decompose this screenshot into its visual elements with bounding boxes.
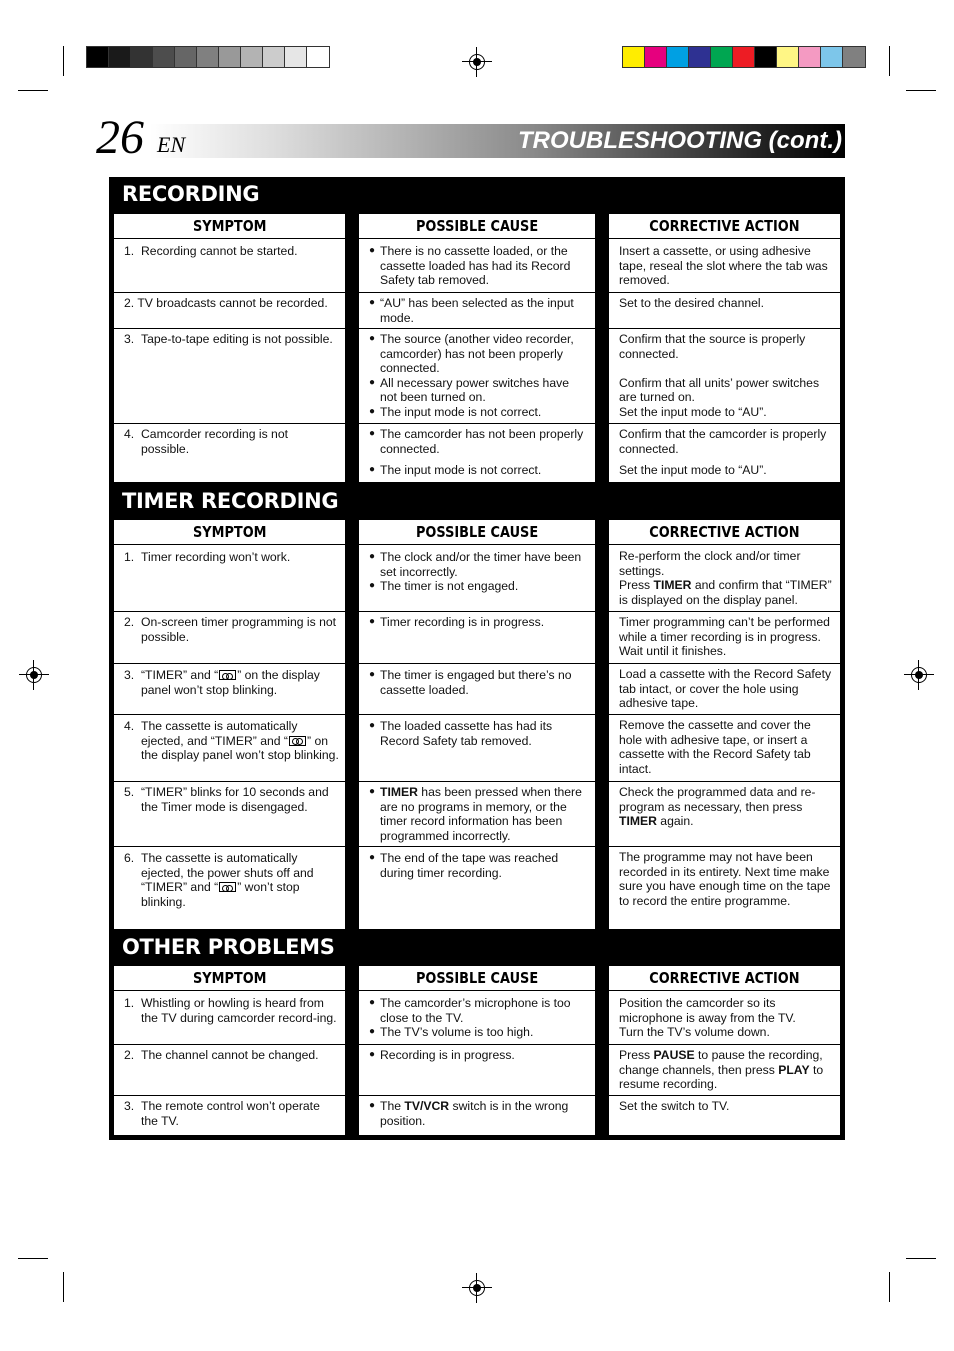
cause-text: ● The camcorder’s microphone is too close to the TV. ● The TV’s volume is too high. — [369, 996, 589, 1040]
table-row — [609, 328, 840, 329]
action-text: Timer programming can’t be performed while a timer recording is in progress. Wait until it finishes. — [619, 615, 830, 659]
table-row — [359, 846, 595, 847]
color-calibration-bar — [622, 46, 866, 68]
section-title-timer-recording: TIMER RECORDING — [122, 489, 339, 513]
table-row — [114, 781, 345, 782]
table-row — [609, 781, 840, 782]
action-text: Set the switch to TV. — [619, 1099, 730, 1113]
registration-mark-icon — [466, 51, 488, 73]
table-row — [114, 611, 345, 612]
gray-swatch — [153, 47, 175, 67]
column-header-symptom: SYMPTOM — [114, 214, 345, 239]
cassette-icon — [219, 670, 236, 680]
symptom-text: 3. Tape-to-tape editing is not possible. — [124, 332, 333, 346]
table-row — [114, 846, 345, 847]
page-title: TROUBLESHOOTING (cont.) — [518, 127, 842, 154]
crop-mark — [18, 90, 48, 91]
symptom-text: 1. Whistling or howling is heard from the TV during camcorder record-ing. — [124, 996, 337, 1025]
crop-mark — [906, 1258, 936, 1259]
color-swatch — [711, 47, 733, 67]
table-row — [359, 1044, 595, 1045]
gray-swatch — [131, 47, 153, 67]
cause-text: ● The timer is engaged but there’s no cassette loaded. — [369, 668, 589, 697]
table-row — [359, 423, 595, 424]
column-header-symptom: SYMPTOM — [114, 520, 345, 545]
cause-text: ● The clock and/or the timer have been set incorrectly. ● The timer is not engaged. — [369, 550, 589, 594]
table-row — [609, 714, 840, 715]
page-number: 26 — [96, 111, 144, 164]
table-row — [359, 781, 595, 782]
table-row — [359, 611, 595, 612]
page-language: EN — [157, 132, 186, 157]
gray-swatch — [175, 47, 197, 67]
crop-mark — [906, 90, 936, 91]
color-swatch — [777, 47, 799, 67]
recording-action-column — [609, 214, 840, 482]
registration-mark-icon — [908, 664, 930, 686]
registration-mark-icon — [466, 1277, 488, 1299]
color-swatch — [821, 47, 843, 67]
other-symptom-column — [114, 966, 345, 1135]
other-action-column — [609, 966, 840, 1135]
color-swatch — [799, 47, 821, 67]
section-title-other-problems: OTHER PROBLEMS — [122, 935, 335, 959]
table-row — [114, 1095, 345, 1096]
symptom-text: 2. On-screen timer programming is not possible. — [124, 615, 337, 644]
gray-swatch — [263, 47, 285, 67]
crop-mark — [63, 46, 64, 76]
cause-text: ● There is no cassette loaded, or the cassette loaded has had its Record Safety tab removed. — [369, 244, 589, 288]
crop-mark — [63, 1272, 64, 1302]
color-swatch — [733, 47, 755, 67]
cause-text: ● The source (another video recorder, camcorder) has not been properly connected. ● All necessary power switches have not been turned on. ● The input mode is not correct. — [369, 332, 589, 420]
cassette-icon — [219, 882, 236, 892]
table-row — [609, 292, 840, 293]
action-text: Remove the cassette and cover the hole with adhesive tape, or insert a cassette with the Record Safety tab intact. — [619, 718, 811, 776]
grayscale-calibration-bar — [86, 46, 330, 68]
color-swatch — [667, 47, 689, 67]
action-text: Re-perform the clock and/or timer settings. Press TIMER and confirm that “TIMER” is displayed on the display panel. — [619, 549, 832, 607]
table-row — [609, 423, 840, 424]
symptom-text: 5. “TIMER” blinks for 10 seconds and the Timer mode is disengaged. — [124, 785, 329, 814]
crop-mark — [889, 1272, 890, 1302]
timer-symptom-column — [114, 520, 345, 929]
gray-swatch — [109, 47, 131, 67]
table-row — [359, 328, 595, 329]
recording-symptom-column — [114, 214, 345, 482]
color-swatch — [843, 47, 865, 67]
section-title-recording: RECORDING — [122, 182, 260, 206]
action-text: Check the programmed data and re-program as necessary, then press TIMER again. — [619, 785, 816, 829]
action-text: Confirm that the camcorder is properly connected. Set the input mode to “AU”. — [619, 427, 827, 478]
other-cause-column — [359, 966, 595, 1135]
action-text: Position the camcorder so its microphone is away from the TV. Turn the TV’s volume down. — [619, 996, 796, 1040]
gray-swatch — [241, 47, 263, 67]
color-swatch — [689, 47, 711, 67]
action-text: Load a cassette with the Record Safety tab intact, or cover the hole using adhesive tape. — [619, 667, 832, 711]
cause-text: ● Recording is in progress. — [369, 1048, 589, 1063]
cause-text: ● The TV/VCR switch is in the wrong position. — [369, 1099, 589, 1128]
cause-text: ● TIMER has been pressed when there are no programs in memory, or the timer record information has been programmed incorrectly. — [369, 785, 589, 843]
symptom-text: 3. “TIMER” and “ ” on the display panel won’t stop blinking. — [124, 668, 320, 697]
action-text: Insert a cassette, or using adhesive tape, reseal the slot where the tab was removed. — [619, 244, 828, 288]
cassette-icon — [289, 736, 306, 746]
symptom-text: 1. Recording cannot be started. — [124, 244, 298, 258]
symptom-text: 4. The cassette is automatically ejected, and “TIMER” and “ ” on the display panel won’t stop blinking. — [124, 719, 339, 763]
column-header-cause: POSSIBLE CAUSE — [359, 520, 595, 545]
table-row — [609, 1095, 840, 1096]
gray-swatch — [285, 47, 307, 67]
table-row — [359, 663, 595, 664]
cause-text: ● “AU” has been selected as the input mode. — [369, 296, 589, 325]
cause-text: ● The camcorder has not been properly connected. ● The input mode is not correct. — [369, 427, 589, 478]
gray-swatch — [87, 47, 109, 67]
table-row — [114, 663, 345, 664]
symptom-text: 3. The remote control won’t operate the TV. — [124, 1099, 320, 1128]
gray-swatch — [219, 47, 241, 67]
table-row — [609, 663, 840, 664]
table-row — [114, 714, 345, 715]
table-row — [609, 611, 840, 612]
table-row — [114, 292, 345, 293]
symptom-text: 2. The channel cannot be changed. — [124, 1048, 319, 1062]
color-swatch — [755, 47, 777, 67]
color-swatch — [645, 47, 667, 67]
table-row — [609, 846, 840, 847]
table-row — [359, 292, 595, 293]
timer-action-column — [609, 520, 840, 929]
symptom-text: 2. TV broadcasts cannot be recorded. — [124, 296, 328, 310]
table-row — [114, 423, 345, 424]
column-header-action: CORRECTIVE ACTION — [609, 214, 840, 239]
cause-text: ● The end of the tape was reached during timer recording. — [369, 851, 589, 880]
table-row — [359, 714, 595, 715]
gray-swatch — [197, 47, 219, 67]
symptom-text: 4. Camcorder recording is not possible. — [124, 427, 288, 456]
table-row — [114, 328, 345, 329]
column-header-cause: POSSIBLE CAUSE — [359, 966, 595, 991]
action-text: Confirm that the source is properly connected. Confirm that all units’ power switches are turned on. Set the input mode to “AU”. — [619, 332, 820, 419]
registration-mark-icon — [23, 664, 45, 686]
action-text: Press PAUSE to pause the recording, change channels, then press PLAY to resume recording. — [619, 1048, 824, 1092]
column-header-action: CORRECTIVE ACTION — [609, 520, 840, 545]
crop-mark — [889, 46, 890, 76]
action-text: The programme may not have been recorded in its entirety. Next time make sure you have enough time on the tape to record the entire programme. — [619, 850, 831, 908]
cause-text: ● Timer recording is in progress. — [369, 615, 589, 630]
column-header-cause: POSSIBLE CAUSE — [359, 214, 595, 239]
symptom-text: 1. Timer recording won’t work. — [124, 550, 291, 564]
cause-text: ● The loaded cassette has had its Record Safety tab removed. — [369, 719, 589, 748]
action-text: Set to the desired channel. — [619, 296, 764, 310]
column-header-symptom: SYMPTOM — [114, 966, 345, 991]
gray-swatch — [307, 47, 329, 67]
timer-cause-column — [359, 520, 595, 929]
crop-mark — [18, 1258, 48, 1259]
color-swatch — [623, 47, 645, 67]
column-header-action: CORRECTIVE ACTION — [609, 966, 840, 991]
recording-cause-column — [359, 214, 595, 482]
table-row — [609, 1044, 840, 1045]
table-row — [359, 1095, 595, 1096]
table-row — [114, 1044, 345, 1045]
symptom-text: 6. The cassette is automatically ejected, the power shuts off and “TIMER” and “ ” won’t stop blinking. — [124, 851, 314, 909]
